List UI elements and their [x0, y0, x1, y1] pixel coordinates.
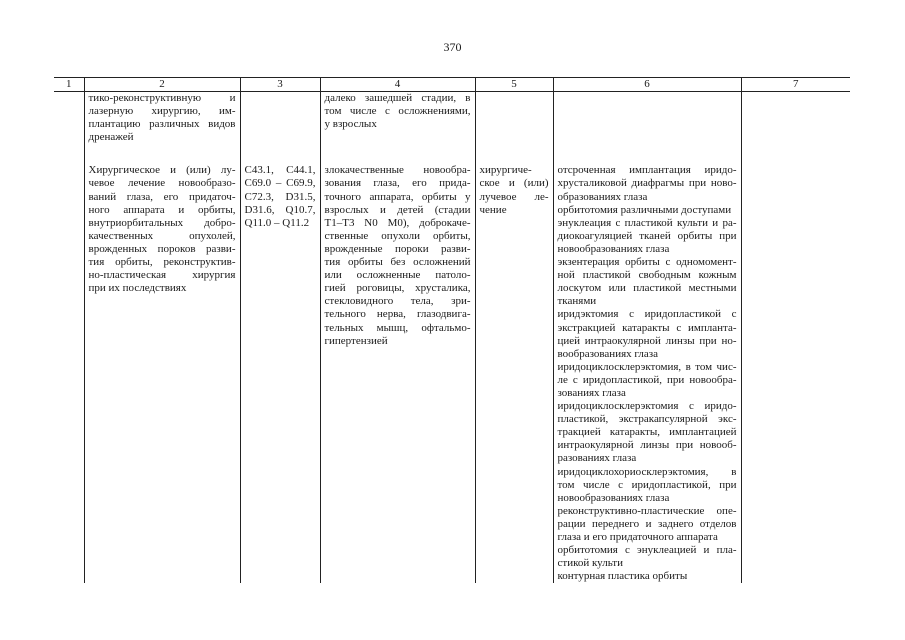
text-line: иридэктомия с иридопластикой с	[557, 308, 737, 321]
text-line: лучевое ле-	[479, 190, 549, 203]
text-line: злокачественные новообра-	[324, 164, 471, 177]
text-line: интраокулярной линзы при новооб-	[557, 439, 737, 452]
text-line: ское и (или)	[479, 177, 549, 190]
text-line: чение	[479, 203, 507, 216]
text-line: энуклеация с пластикой культи и ра-	[557, 216, 737, 229]
column-header-5: 5	[475, 78, 553, 92]
text-line: том числе с иридопластикой, при	[557, 478, 737, 491]
text-line: у взрослых	[324, 118, 377, 131]
text-line: ле с иридопластикой, при новообра-	[557, 373, 737, 386]
list-item	[558, 570, 737, 583]
list-item	[558, 217, 737, 256]
text-line: орбитотомия с энуклеацией и пла-	[557, 544, 737, 557]
text-line: гией роговицы, хрусталика,	[324, 282, 471, 295]
text-line: экзентерация орбиты с одномомент-	[557, 256, 737, 269]
text-line: внутриорбитальных добро-	[88, 216, 236, 229]
text-line: образованиях глаза	[557, 190, 648, 203]
list-item	[558, 204, 737, 217]
list-item	[558, 466, 737, 505]
text-line: гипертензией	[324, 334, 388, 347]
list-item	[558, 308, 737, 360]
table-row-continued	[54, 92, 850, 145]
cell-col6	[553, 92, 741, 145]
cell-treatment-type	[475, 164, 553, 583]
text-line: пластикой, экстракапсулярной экс-	[557, 413, 737, 426]
list-item	[558, 544, 737, 570]
text-line: орбитотомия различными доступами	[557, 203, 732, 216]
text-line: тельного нерва, глазодвига-	[324, 308, 471, 321]
text-line: лазерную хирургию, им-	[88, 105, 236, 118]
text-line: тия орбиты, реконструктив-	[88, 256, 236, 269]
list-item	[558, 256, 737, 308]
text-line: ственные опухоли орбиты,	[324, 229, 471, 242]
cell-col1	[54, 164, 84, 583]
column-header-1: 1	[54, 78, 84, 92]
cell-col5	[475, 92, 553, 145]
text-line: рации переднего и заднего отделов	[557, 517, 737, 530]
page-number: 370	[443, 40, 462, 54]
text-line: врожденных пороков разви-	[88, 242, 236, 255]
list-item	[558, 361, 737, 400]
text-line: C43.1, C44.1,	[244, 164, 316, 177]
text-line: C69.0 – C69.9,	[244, 177, 316, 190]
text-line: при их последствиях	[88, 282, 187, 295]
text-line: стикой культи	[557, 557, 623, 570]
text-line: глаза и его придаточного аппарата	[557, 531, 718, 543]
text-line: тракцией катаракты, имплантацией	[557, 426, 737, 439]
text-line: тельных мышц, офтальмо-	[324, 321, 471, 334]
text-line: контурная пластика орбиты	[557, 570, 688, 583]
text-line: разованиях глаза	[557, 452, 637, 465]
text-line: хрусталиковой диафрагмы при ново-	[557, 177, 737, 190]
text-line: плантацию различных видов	[88, 118, 236, 131]
text-line: стекловидного тела, зри-	[324, 295, 471, 308]
cell-col7	[741, 92, 850, 145]
list-item	[558, 505, 737, 544]
cell-treatment-profile	[84, 164, 240, 583]
column-header-4: 4	[320, 78, 475, 92]
text-line: T1–T3 N0 M0), доброкаче-	[324, 216, 471, 229]
cell-col3	[240, 92, 320, 145]
column-header-6: 6	[553, 78, 741, 92]
text-line: но-пластическая хирургия	[88, 269, 236, 282]
text-line: иридоциклосклерэктомия, в том чис-	[557, 360, 737, 373]
text-line: том числе с осложнениями,	[324, 105, 471, 118]
column-header-2: 2	[84, 78, 240, 92]
cell-icd-codes	[240, 164, 320, 583]
text-line: D31.6, Q10.7,	[244, 203, 316, 216]
text-line: ного аппарата и орбиты,	[88, 203, 236, 216]
text-line: тико-реконструктивную и	[88, 92, 236, 104]
text-line: отсроченная имплантация иридо-	[557, 164, 737, 177]
table-header-row	[54, 78, 850, 92]
text-line: ваний глаза, его придаточ-	[88, 190, 236, 203]
text-line: хирургиче-	[479, 164, 532, 177]
column-header-3: 3	[240, 78, 320, 92]
cell-col7	[741, 164, 850, 583]
text-line: или осложненные патоло-	[324, 269, 471, 282]
text-line: далеко зашедшей стадии, в	[324, 92, 471, 104]
text-line: зованиях глаза	[557, 386, 626, 399]
text-line: качественных опухолей,	[88, 229, 236, 242]
list-item	[558, 164, 737, 203]
text-line: новообразованиях глаза	[557, 491, 670, 504]
text-line: диокоагуляцией тканей орбиты при	[557, 229, 737, 242]
table-row-spacer	[54, 144, 850, 164]
text-line: Хирургическое и (или) лу-	[88, 164, 236, 177]
text-line: экстракцией катаракты с импланта-	[557, 321, 737, 334]
text-line: врожденные пороки разви-	[324, 242, 471, 255]
column-header-7: 7	[741, 78, 850, 92]
cell-patient-model	[320, 164, 475, 583]
text-line: иридоциклосклерэктомия с иридо-	[557, 400, 737, 413]
procedures-table	[54, 77, 850, 583]
text-line: Q11.0 – Q11.2	[244, 216, 310, 229]
text-line: ной пластикой свободным кожным	[557, 269, 737, 282]
text-line: вообразованиях глаза	[557, 347, 658, 360]
text-line: точного аппарата, орбиты у	[324, 190, 471, 203]
text-line: C72.3, D31.5,	[244, 190, 316, 203]
cell-col4	[320, 92, 475, 145]
cell-col2	[84, 92, 240, 145]
text-line: тия орбиты без осложнений	[324, 256, 471, 269]
text-line: тканями	[557, 295, 597, 308]
cell-col1	[54, 92, 84, 145]
text-line: зования глаза, его прида-	[324, 177, 471, 190]
text-line: реконструктивно-пластические опе-	[557, 504, 737, 517]
text-line: дренажей	[88, 131, 134, 144]
text-line: лоскутом или пластикой местными	[557, 282, 737, 295]
cell-treatment-methods	[553, 164, 741, 583]
text-line: иридоциклохориосклерэктомия, в	[557, 465, 737, 478]
text-line: взрослых и детей (стадии	[324, 203, 471, 216]
text-line: цией интраокулярной линзы при но-	[557, 334, 737, 347]
text-line: новообразованиях глаза	[557, 242, 670, 255]
table-row	[54, 164, 850, 583]
list-item	[558, 400, 737, 465]
text-line: чевое лечение новообразо-	[88, 177, 236, 190]
